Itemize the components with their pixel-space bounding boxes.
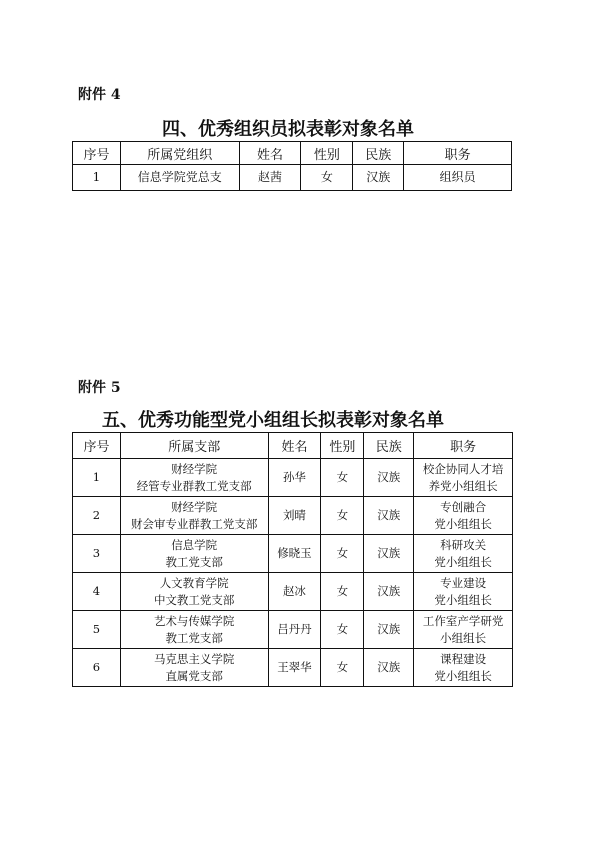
- cell-name-line: 吕丹丹: [277, 622, 312, 636]
- cell-name-line: 孙华: [282, 470, 306, 484]
- cell-position-line: 养党小组组长: [428, 478, 498, 493]
- cell-name: [268, 459, 321, 497]
- header-cell: 民族: [353, 142, 404, 165]
- cell-branch: [120, 535, 268, 573]
- cell-ethnic-line: 汉族: [377, 470, 401, 484]
- cell-no: [73, 497, 121, 535]
- cell-name: [268, 573, 321, 611]
- header-cell: 职务: [404, 142, 512, 165]
- cell-branch-line: 教工党支部: [165, 630, 223, 645]
- cell-branch-line: 财经学院: [171, 461, 218, 476]
- cell-name-line: 刘晴: [282, 508, 306, 522]
- cell-position: [414, 497, 513, 535]
- cell-no-line: 2: [92, 508, 101, 522]
- cell-gender: [321, 573, 364, 611]
- cell-gender: 女: [301, 165, 353, 191]
- cell-branch-line: 人文教育学院: [159, 575, 229, 590]
- attachment-5-title: 五、优秀功能型党小组组长拟表彰对象名单: [102, 410, 444, 431]
- cell-ethnic: [364, 459, 414, 497]
- cell-branch: [120, 649, 268, 687]
- cell-position: 组织员: [404, 165, 512, 191]
- cell-position-line: 党小组组长: [434, 554, 492, 569]
- attachment-4-title: 四、优秀组织员拟表彰对象名单: [162, 119, 414, 140]
- cell-branch: [120, 497, 268, 535]
- cell-ethnic-line: 汉族: [377, 622, 401, 636]
- cell-no: [73, 611, 121, 649]
- cell-ethnic: [364, 649, 414, 687]
- cell-branch: [120, 611, 268, 649]
- cell-ethnic-line: 汉族: [377, 508, 401, 522]
- cell-position-line: 党小组组长: [434, 516, 492, 531]
- cell-no: [73, 459, 121, 497]
- header-cell: 职务: [414, 433, 513, 459]
- attachment-5-label: 附件 5: [78, 380, 121, 396]
- cell-ethnic: 汉族: [353, 165, 404, 191]
- cell-ethnic-line: 汉族: [377, 546, 401, 560]
- cell-position-line: 课程建设: [440, 651, 487, 666]
- header-cell: 性别: [301, 142, 353, 165]
- cell-position-line: 专业建设: [440, 575, 487, 590]
- table-row: [73, 573, 513, 611]
- cell-branch-line: 财经学院: [171, 499, 218, 514]
- cell-ethnic-line: 汉族: [377, 660, 401, 674]
- cell-gender: [321, 459, 364, 497]
- cell-no-line: 3: [92, 546, 101, 560]
- table-row: [73, 459, 513, 497]
- organizer-table: [72, 141, 512, 191]
- header-cell: 性别: [321, 433, 364, 459]
- table-row: [73, 535, 513, 573]
- cell-gender-line: 女: [336, 508, 349, 522]
- cell-branch-line: 信息学院: [171, 537, 218, 552]
- header-cell: 姓名: [268, 433, 321, 459]
- cell-name: [268, 497, 321, 535]
- header-cell: 序号: [73, 142, 121, 165]
- cell-gender: [321, 649, 364, 687]
- cell-position-line: 党小组组长: [434, 592, 492, 607]
- cell-position-line: 校企协同人才培: [422, 461, 504, 476]
- cell-position: [414, 649, 513, 687]
- cell-branch-line: 艺术与传媒学院: [153, 613, 235, 628]
- cell-gender: [321, 535, 364, 573]
- cell-no-line: 4: [92, 584, 101, 598]
- cell-gender-line: 女: [336, 622, 349, 636]
- header-cell: 姓名: [239, 142, 301, 165]
- table-row: [73, 649, 513, 687]
- cell-name: [268, 611, 321, 649]
- cell-position: [414, 535, 513, 573]
- cell-ethnic-line: 汉族: [377, 584, 401, 598]
- cell-position: [414, 459, 513, 497]
- cell-no: 1: [73, 165, 121, 191]
- table-row: [73, 497, 513, 535]
- cell-gender: [321, 611, 364, 649]
- cell-ethnic: [364, 611, 414, 649]
- cell-position-line: 科研攻关: [440, 537, 487, 552]
- cell-gender-line: 女: [336, 546, 349, 560]
- cell-no: [73, 649, 121, 687]
- cell-name-line: 修晓玉: [277, 546, 312, 560]
- header-cell: 序号: [73, 433, 121, 459]
- cell-name: 赵茜: [239, 165, 301, 191]
- cell-no: [73, 535, 121, 573]
- header-cell: 所属支部: [120, 433, 268, 459]
- table-header-row: [73, 142, 512, 165]
- group-leader-table: [72, 432, 513, 687]
- cell-name-line: 王翠华: [277, 660, 312, 674]
- cell-no: [73, 573, 121, 611]
- table-row: [73, 611, 513, 649]
- cell-name: [268, 649, 321, 687]
- header-cell: 民族: [364, 433, 414, 459]
- cell-ethnic: [364, 573, 414, 611]
- cell-branch-line: 经管专业群教工党支部: [136, 478, 252, 493]
- cell-no-line: 1: [92, 470, 101, 484]
- cell-position-line: 专创融合: [440, 499, 487, 514]
- cell-gender-line: 女: [336, 584, 349, 598]
- table-header-row: [73, 433, 513, 459]
- cell-gender-line: 女: [336, 660, 349, 674]
- cell-position: [414, 611, 513, 649]
- cell-position: [414, 573, 513, 611]
- cell-branch: [120, 573, 268, 611]
- cell-org: 信息学院党总支: [120, 165, 239, 191]
- cell-position-line: 党小组组长: [434, 668, 492, 683]
- cell-position-line: 工作室产学研党: [422, 613, 504, 628]
- cell-ethnic: [364, 535, 414, 573]
- cell-branch-line: 教工党支部: [165, 554, 223, 569]
- cell-position-line: 小组组长: [440, 630, 487, 645]
- table-row: [73, 165, 512, 191]
- cell-gender: [321, 497, 364, 535]
- cell-name: [268, 535, 321, 573]
- cell-gender-line: 女: [336, 470, 349, 484]
- cell-no-line: 6: [92, 660, 101, 674]
- cell-name-line: 赵冰: [282, 584, 306, 598]
- header-cell: 所属党组织: [120, 142, 239, 165]
- cell-branch-line: 中文教工党支部: [153, 592, 235, 607]
- cell-no-line: 5: [92, 622, 101, 636]
- cell-branch-line: 直属党支部: [165, 668, 223, 683]
- cell-branch-line: 马克思主义学院: [153, 651, 235, 666]
- cell-ethnic: [364, 497, 414, 535]
- cell-branch: [120, 459, 268, 497]
- attachment-4-label: 附件 4: [78, 87, 121, 103]
- cell-branch-line: 财会审专业群教工党支部: [130, 516, 258, 531]
